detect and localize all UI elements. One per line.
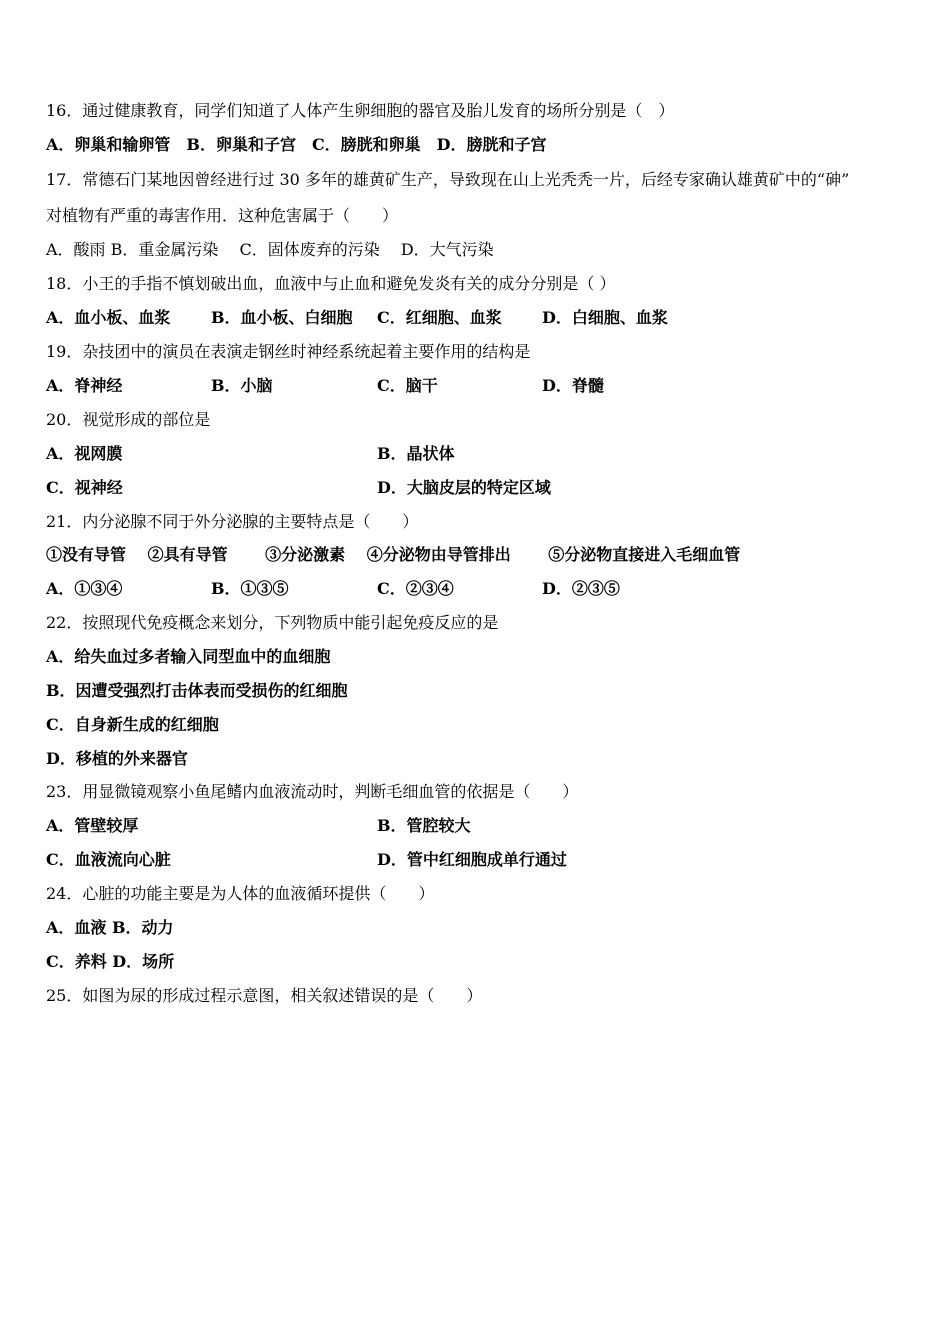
question-16-options: A．卵巢和输卵管 B．卵巢和子宫 C．膀胱和卵巢 D．膀胱和子宫 [46,135,547,154]
question-23-option-c: C．血液流向心脏 [46,850,171,869]
question-18-stem: 18．小王的手指不慎划破出血，血液中与止血和避免发炎有关的成分分别是（ ） [46,274,616,293]
question-21-items: ①没有导管 ②具有导管 ③分泌激素 ④分泌物由导管排出 ⑤分泌物直接进入毛细血管 [46,545,741,564]
question-16-stem: 16．通过健康教育，同学们知道了人体产生卵细胞的器官及胎儿发育的场所分别是（ ） [46,101,675,120]
question-18-option-d: D．白细胞、血浆 [542,308,668,327]
question-23-option-d: D．管中红细胞成单行通过 [377,850,567,869]
question-20-option-a: A．视网膜 [46,444,123,463]
question-19-option-d: D．脊髓 [542,376,604,395]
question-21-stem: 21．内分泌腺不同于外分泌腺的主要特点是（ ） [46,512,419,531]
question-19-option-a: A．脊神经 [46,376,123,395]
question-22-option-c: C．自身新生成的红细胞 [46,715,219,734]
question-24-options-ab: A．血液 B．动力 [46,918,174,937]
question-22-option-b: B．因遭受强烈打击体表而受损伤的红细胞 [46,681,348,700]
question-24-options-cd: C．养料 D．场所 [46,952,175,971]
question-24-stem: 24．心脏的功能主要是为人体的血液循环提供（ ） [46,884,435,903]
question-22-option-a: A．给失血过多者输入同型血中的血细胞 [46,647,331,666]
question-20-option-b: B．晶状体 [377,444,455,463]
question-20-stem: 20．视觉形成的部位是 [46,410,211,429]
question-21-option-b: B．①③⑤ [211,579,289,598]
question-23-stem: 23．用显微镜观察小鱼尾鳍内血液流动时，判断毛细血管的依据是（ ） [46,782,579,801]
question-19-stem: 19．杂技团中的演员在表演走钢丝时神经系统起着主要作用的结构是 [46,342,531,361]
question-25-stem: 25．如图为尿的形成过程示意图，相关叙述错误的是（ ） [46,986,483,1005]
question-23-option-b: B．管腔较大 [377,816,471,835]
question-18-option-b: B．血小板、白细胞 [211,308,353,327]
question-17-options: A．酸雨 B．重金属污染 C．固体废弃的污染 D．大气污染 [46,240,494,259]
question-20-option-d: D．大脑皮层的特定区域 [377,478,551,497]
question-18-option-a: A．血小板、血浆 [46,308,171,327]
question-22-option-d: D．移植的外来器官 [46,749,188,768]
question-22-stem: 22．按照现代免疫概念来划分，下列物质中能引起免疫反应的是 [46,613,499,632]
question-21-option-a: A．①③④ [46,579,123,598]
question-19-option-b: B．小脑 [211,376,273,395]
question-17-stem-line-1: 17．常德石门某地因曾经进行过 30 多年的雄黄矿生产，导致现在山上光秃秃一片，后经专家确认雄黄矿中的“砷” [46,170,850,189]
question-23-option-a: A．管壁较厚 [46,816,139,835]
question-21-option-c: C．②③④ [377,579,454,598]
question-17-stem-line-2: 对植物有严重的毒害作用．这种危害属于（ ） [46,206,399,225]
question-19-option-c: C．脑干 [377,376,438,395]
question-21-option-d: D．②③⑤ [542,579,620,598]
question-20-option-c: C．视神经 [46,478,123,497]
question-18-option-c: C．红细胞、血浆 [377,308,502,327]
